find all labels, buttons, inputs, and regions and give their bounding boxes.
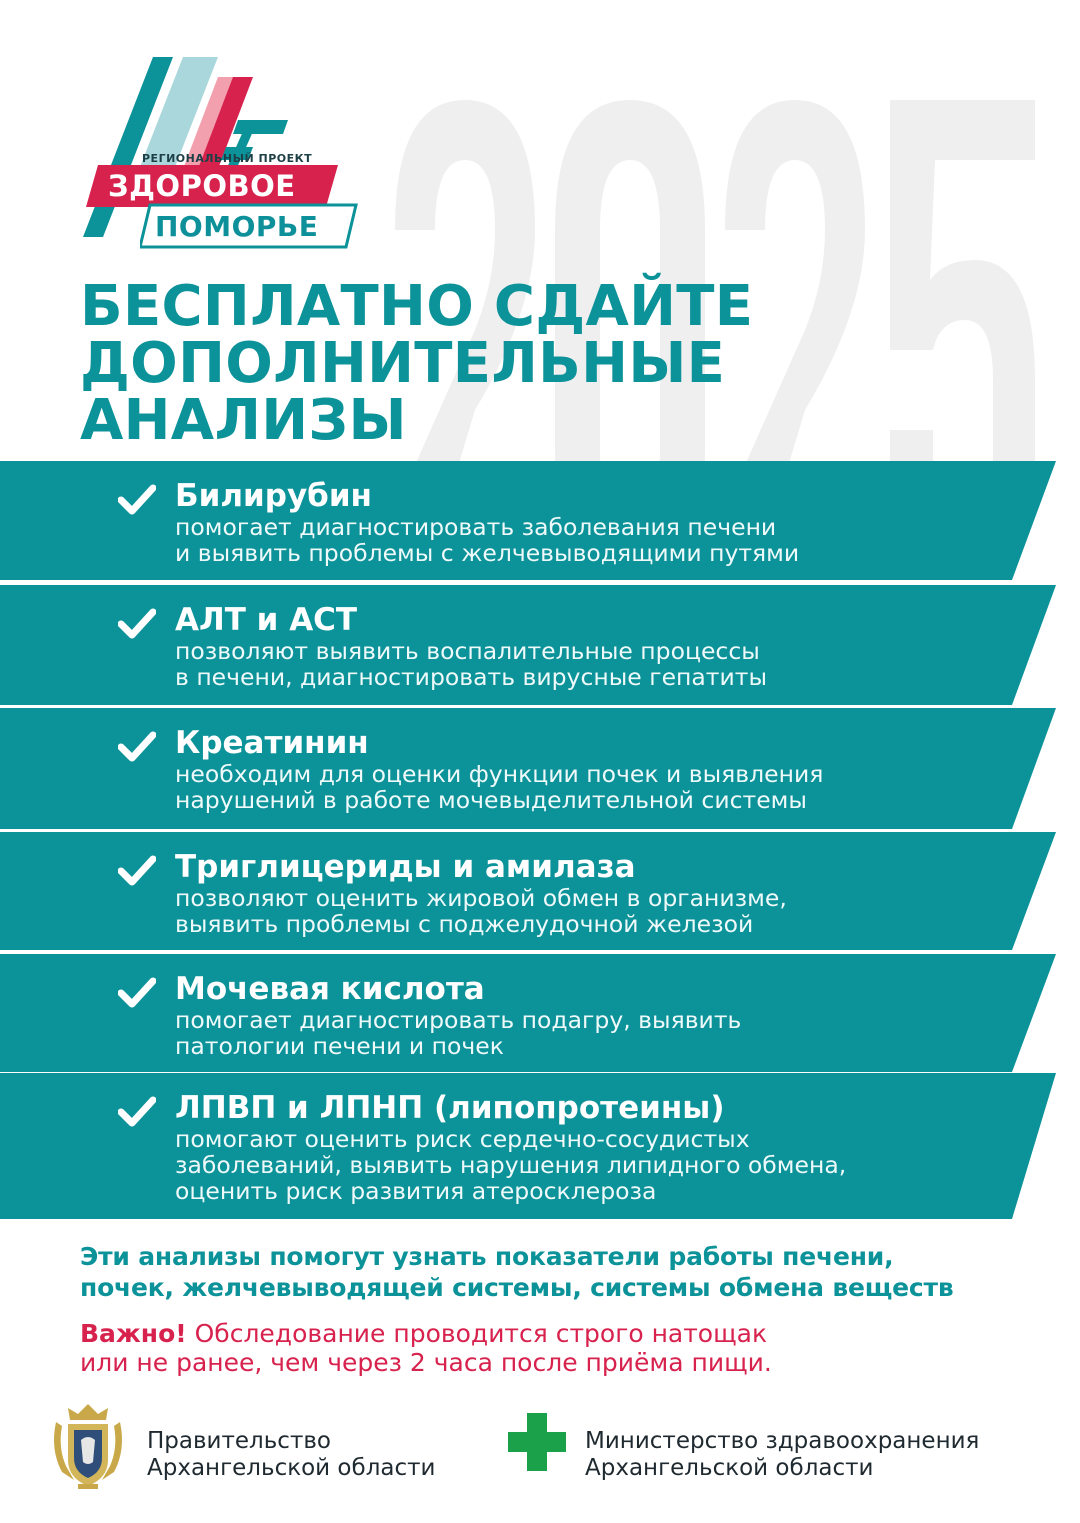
logo-word-zdorovoe: ЗДОРОВОЕ: [108, 169, 296, 203]
test-description-line: выявить проблемы с поджелудочной железой: [175, 910, 754, 938]
test-description-line: помогает диагностировать подагру, выявить: [175, 1006, 742, 1034]
test-description-line: необходим для оценки функции почек и выявления: [175, 760, 824, 788]
important-label: Важно!: [80, 1319, 187, 1348]
check-icon: [118, 607, 156, 639]
test-description: [175, 1007, 741, 1059]
test-description: [175, 761, 823, 813]
logo-word-pomorye: ПОМОРЬЕ: [155, 210, 319, 243]
test-description-line: позволяют оценить жировой обмен в организме,: [175, 884, 787, 912]
check-icon: [118, 976, 156, 1008]
test-band: [0, 585, 1060, 705]
test-description-line: и выявить проблемы с желчевыводящими путями: [175, 539, 800, 567]
title-line: БЕСПЛАТНО СДАЙТЕ: [80, 274, 754, 339]
important-line-1: Обследование проводится строго натощак: [194, 1319, 768, 1348]
test-band: [0, 1073, 1060, 1219]
green-cross-icon: [508, 1413, 566, 1471]
test-description-line: позволяют выявить воспалительные процессы: [175, 637, 760, 665]
test-band: [0, 832, 1060, 950]
test-description: [175, 1126, 846, 1204]
ministry-label: [585, 1428, 979, 1482]
logo-project-label: РЕГИОНАЛЬНЫЙ ПРОЕКТ: [142, 152, 313, 165]
test-description-line: помогают оценить риск сердечно-сосудистых: [175, 1125, 750, 1153]
test-description-line: помогает диагностировать заболевания печени: [175, 513, 777, 541]
summary-line: Эти анализы помогут узнать показатели работы печени,: [80, 1242, 894, 1271]
test-title: АЛТ и АСТ: [175, 602, 358, 638]
test-title: ЛПВП и ЛПНП (липопротеины): [175, 1090, 725, 1126]
important-line-2: или не ранее, чем через 2 часа после приёма пищи.: [80, 1348, 772, 1377]
test-description-line: в печени, диагностировать вирусные гепатиты: [175, 663, 767, 691]
test-description: [175, 638, 767, 690]
government-label: [147, 1428, 435, 1482]
government-line-1: Правительство: [147, 1428, 331, 1454]
test-description: [175, 514, 799, 566]
test-description-line: нарушений в работе мочевыделительной системы: [175, 786, 807, 814]
test-band: [0, 708, 1060, 829]
test-description: [175, 885, 787, 937]
test-description-line: патологии печени и почек: [175, 1032, 504, 1060]
test-band: [0, 954, 1060, 1072]
important-note: [80, 1319, 772, 1377]
summary-text: [80, 1241, 953, 1303]
test-band: [0, 461, 1060, 580]
test-description-line: заболеваний, выявить нарушения липидного обмена,: [175, 1151, 847, 1179]
coat-of-arms-icon: [48, 1400, 128, 1492]
test-title: Билирубин: [175, 478, 372, 514]
test-title: Креатинин: [175, 725, 369, 761]
test-title: Триглицериды и амилаза: [175, 849, 636, 885]
check-icon: [118, 1095, 156, 1127]
summary-line: почек, желчевыводящей системы, системы обмена веществ: [80, 1273, 954, 1302]
title-line: АНАЛИЗЫ: [80, 388, 407, 453]
check-icon: [118, 730, 156, 762]
check-icon: [118, 854, 156, 886]
test-description-line: оценить риск развития атеросклероза: [175, 1177, 657, 1205]
page-title: [80, 274, 754, 453]
government-line-2: Архангельской области: [147, 1455, 436, 1481]
test-title: Мочевая кислота: [175, 971, 485, 1007]
check-icon: [118, 483, 156, 515]
title-line: ДОПОЛНИТЕЛЬНЫЕ: [80, 331, 726, 396]
ministry-line-1: Министерство здравоохранения: [585, 1428, 980, 1454]
ministry-line-2: Архангельской области: [585, 1455, 874, 1481]
